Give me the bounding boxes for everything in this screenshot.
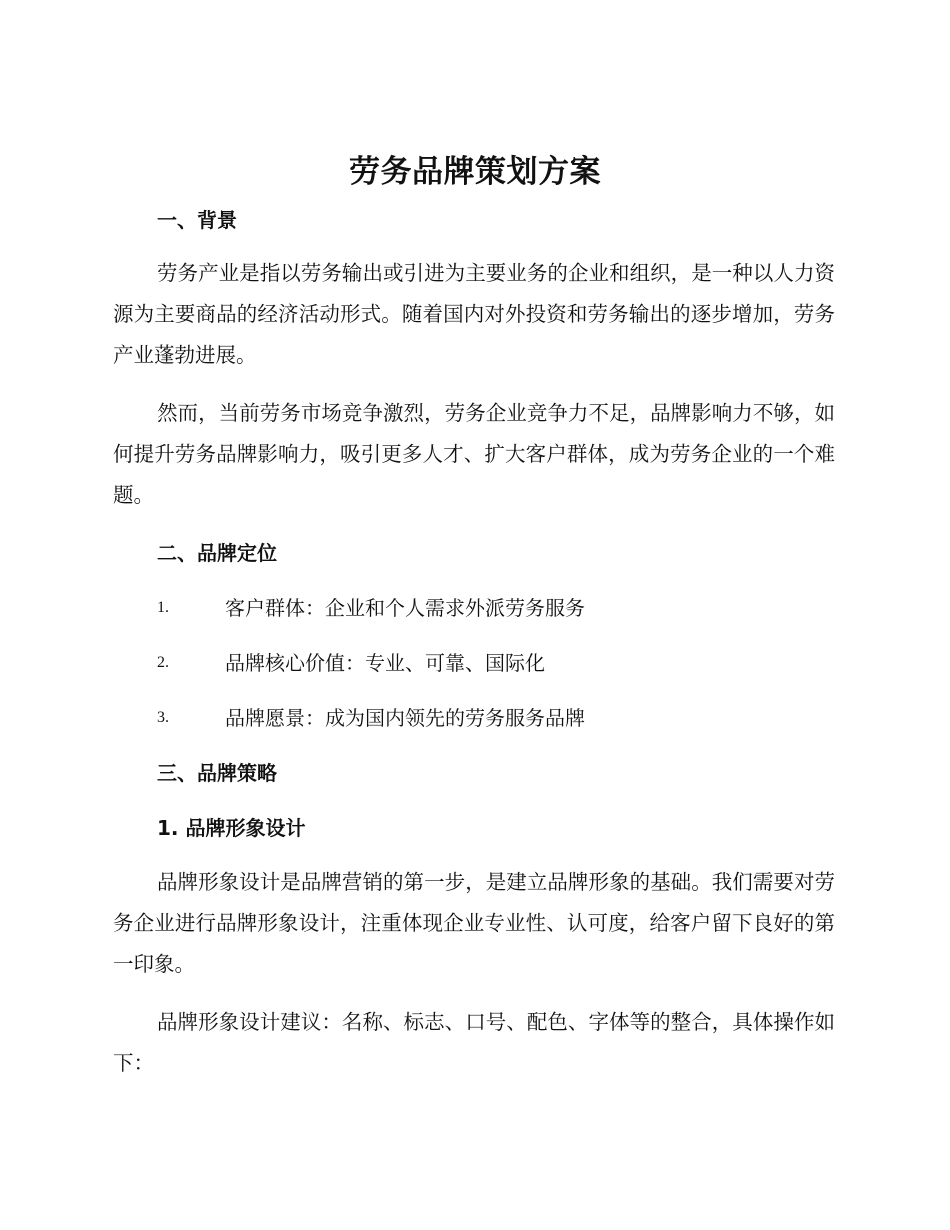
section-heading-background: 一、背景 — [157, 208, 237, 232]
subsection-heading-image-design: 1. 品牌形象设计 — [157, 816, 306, 840]
list-item-number: 2. — [157, 654, 169, 671]
list-item-text: 品牌核心价值：专业、可靠、国际化 — [225, 651, 545, 675]
paragraph-image-design-2: 品牌形象设计建议：名称、标志、口号、配色、字体等的整合，具体操作如下： — [113, 1010, 835, 1075]
list-item-number: 3. — [157, 709, 169, 726]
paragraph-image-design-1: 品牌形象设计是品牌营销的第一步，是建立品牌形象的基础。我们需要对劳务企业进行品牌形象设计，注重体现企业专业性、认可度，给客户留下良好的第一印象。 — [113, 870, 835, 976]
section-heading-strategy: 三、品牌策略 — [157, 761, 277, 785]
document-title: 劳务品牌策划方案 — [349, 154, 601, 190]
list-item-text: 客户群体：企业和个人需求外派劳务服务 — [225, 596, 585, 620]
section-heading-positioning: 二、品牌定位 — [157, 541, 277, 565]
list-item-text: 品牌愿景：成为国内领先的劳务服务品牌 — [225, 706, 585, 730]
paragraph-background-2: 然而，当前劳务市场竞争激烈，劳务企业竞争力不足，品牌影响力不够，如何提升劳务品牌影响力，吸引更多人才、扩大客户群体，成为劳务企业的一个难题。 — [113, 401, 835, 507]
list-item-number: 1. — [157, 599, 169, 616]
paragraph-background-1: 劳务产业是指以劳务输出或引进为主要业务的企业和组织，是一种以人力资源为主要商品的经济活动形式。随着国内对外投资和劳务输出的逐步增加，劳务产业蓬勃进展。 — [113, 261, 835, 367]
